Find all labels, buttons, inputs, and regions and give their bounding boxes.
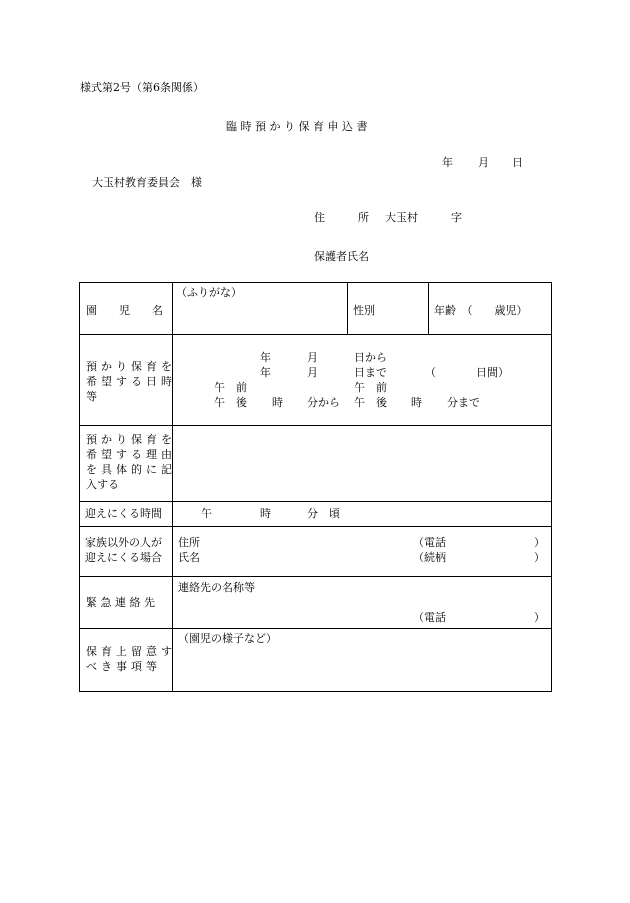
period-from-hour: 時 bbox=[272, 396, 283, 409]
other-phone-close: ） bbox=[534, 536, 545, 549]
reason-label-line4: 入する bbox=[86, 478, 119, 491]
period-days-open: （ bbox=[425, 366, 436, 379]
form-title: 臨 時 預 か り 保 育 申 込 書 bbox=[226, 120, 368, 133]
form-number: 様式第2号（第6条関係） bbox=[80, 81, 204, 94]
emergency-phone-label: （電話 bbox=[413, 611, 446, 624]
child-name-label: 園 児 名 bbox=[86, 304, 163, 317]
period-label-line1: 預かり保育を bbox=[86, 360, 176, 373]
other-name-label: 氏名 bbox=[178, 551, 200, 564]
notes-label-line1: 保育上留意す bbox=[86, 645, 176, 658]
period-am-left: 午 前 bbox=[214, 381, 247, 394]
period-start-year: 年 bbox=[260, 351, 271, 364]
date-year-label: 年 bbox=[442, 156, 453, 169]
pickup-time-minute: 分 頃 bbox=[307, 507, 340, 520]
date-month-label: 月 bbox=[478, 156, 489, 169]
emergency-phone-close: ） bbox=[534, 611, 545, 624]
period-pm-left: 午 後 bbox=[214, 396, 247, 409]
pickup-time-hour: 時 bbox=[260, 507, 271, 520]
guardian-name-label: 保護者氏名 bbox=[314, 250, 369, 263]
other-relation-label: （続柄 bbox=[413, 551, 446, 564]
address-value: 大玉村 字 bbox=[385, 211, 462, 224]
period-start-month: 月 bbox=[307, 351, 318, 364]
period-start-day: 日から bbox=[354, 351, 387, 364]
date-day-label: 日 bbox=[512, 156, 523, 169]
other-pickup-label-line2: 迎えにくる場合 bbox=[85, 551, 162, 564]
other-pickup-label-line1: 家族以外の人が bbox=[85, 536, 162, 549]
notes-hint: （園児の様子など） bbox=[178, 632, 277, 645]
period-to-minute: 分まで bbox=[447, 396, 480, 409]
notes-label-line2: べき事項等 bbox=[86, 660, 161, 673]
reason-label-line2: 希望する理由 bbox=[86, 448, 176, 461]
addressee: 大玉村教育委員会 様 bbox=[92, 176, 202, 189]
period-end-month: 月 bbox=[307, 366, 318, 379]
period-from-minute: 分から bbox=[307, 396, 340, 409]
emergency-label: 緊 急 連 絡 先 bbox=[86, 596, 155, 609]
pickup-time-label: 迎えにくる時間 bbox=[85, 507, 162, 520]
period-label-line3: 等 bbox=[86, 390, 97, 403]
other-address-label: 住所 bbox=[178, 536, 200, 549]
reason-label-line1: 預かり保育を bbox=[86, 433, 176, 446]
emergency-contact-label: 連絡先の名称等 bbox=[178, 581, 255, 594]
period-end-day: 日まで bbox=[354, 366, 387, 379]
gender-label: 性別 bbox=[353, 304, 375, 317]
other-relation-close: ） bbox=[534, 551, 545, 564]
period-pm-right: 午 後 bbox=[354, 396, 387, 409]
period-to-hour: 時 bbox=[411, 396, 422, 409]
reason-label-line3: を具体的に記 bbox=[86, 463, 176, 476]
address-label: 住 所 bbox=[314, 211, 369, 224]
furigana-label: （ふりがな） bbox=[176, 286, 242, 299]
other-phone-label: （電話 bbox=[413, 536, 446, 549]
period-label-line2: 希望する日時 bbox=[86, 375, 176, 388]
period-days-label: 日間） bbox=[476, 366, 509, 379]
period-am-right: 午 前 bbox=[354, 381, 387, 394]
period-end-year: 年 bbox=[260, 366, 271, 379]
pickup-time-am-pm: 午 bbox=[201, 507, 212, 520]
age-label: 年齢 （ 歳児） bbox=[434, 304, 528, 317]
